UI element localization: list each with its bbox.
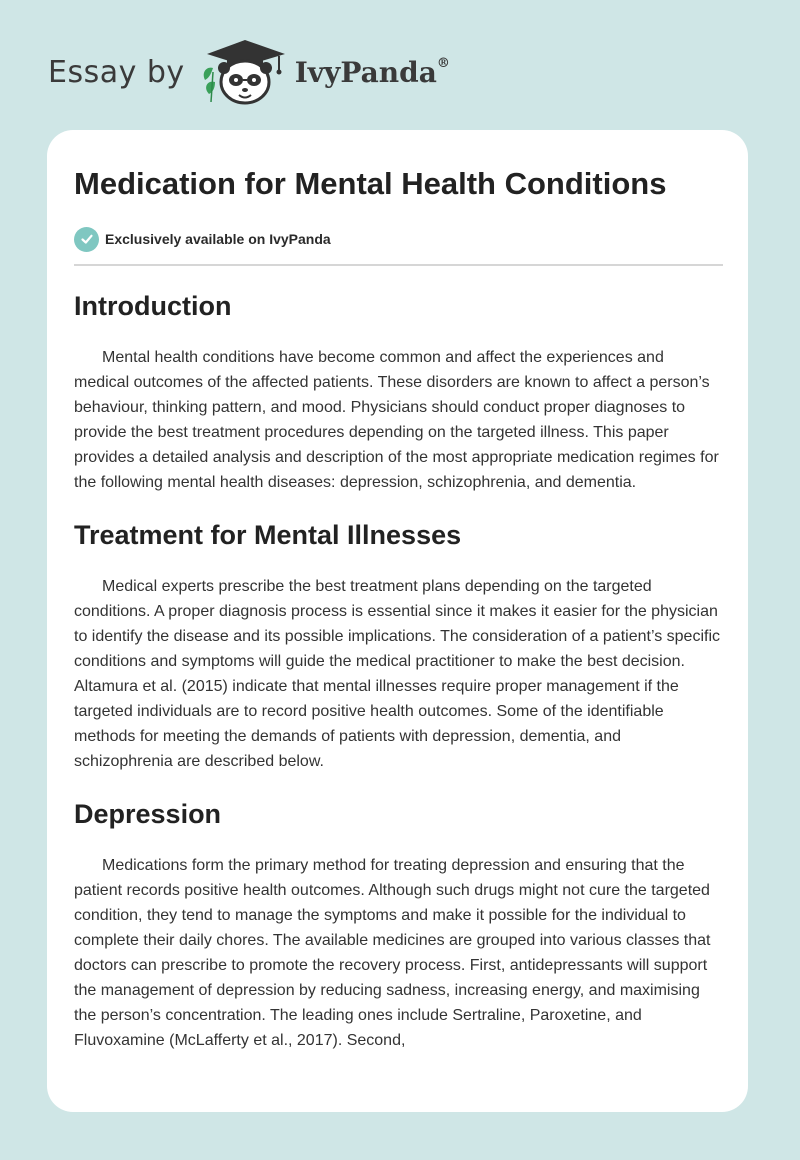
panda-graduate-logo-icon: [199, 36, 291, 108]
section-heading-introduction: Introduction: [74, 291, 232, 321]
badge-text: Exclusively available on IvyPanda: [105, 231, 331, 247]
section-heading-depression: Depression: [74, 799, 222, 829]
page-title: Medication for Mental Health Conditions: [74, 166, 667, 201]
availability-badge: [74, 226, 723, 252]
brand-name: IvyPanda®: [294, 55, 450, 89]
section-paragraph-treatment: Medical experts prescribe the best treatment plans depending on the targeted conditions. A proper diagnosis process is essential since it makes it easier for the physician to identify the disease and its possible implications. The consideration of a patient’s specific conditions and symptoms will guide the medical practitioner to make the best decision. Altamura et al. (2015) indicate that mental illnesses require proper management if the targeted individuals are to record positive health outcomes. Some of the identifiable methods for meeting the demands of patients with depression, dementia, and schizophrenia are described below.: [74, 578, 720, 770]
registered-mark: ®: [436, 56, 450, 72]
divider: [74, 264, 723, 266]
brand-header: [48, 36, 450, 108]
brand-prefix: Essay by: [48, 54, 185, 90]
section-heading-treatment: Treatment for Mental Illnesses: [74, 520, 462, 550]
check-circle-icon: [74, 227, 99, 252]
section-paragraph-depression: Medications form the primary method for treating depression and ensuring that the patient records positive health outcomes. Although such drugs might not cure the targeted condition, they tend to manage the symptoms and make it possible for the individual to complete their daily chores. The available medicines are grouped into various classes that doctors can prescribe to promote the recovery process. First, antidepressants will support the management of depression by reducing sadness, increasing energy, and maximising the person’s concentration. The leading ones include Sertraline, Paroxetine, and Fluvoxamine (McLafferty et al., 2017). Second,: [74, 857, 711, 1049]
essay-card: [47, 130, 748, 1112]
section-paragraph-introduction: Mental health conditions have become common and affect the experiences and medical outcomes of the affected patients. These disorders are known to affect a person’s behaviour, thinking pattern, and mood. Physicians should conduct proper diagnoses to provide the best treatment procedures depending on the targeted illness. This paper provides a detailed analysis and description of the most appropriate medication regimes for the following mental health diseases: depression, schizophrenia, and dementia.: [74, 349, 719, 491]
essay-content: [74, 162, 723, 1053]
